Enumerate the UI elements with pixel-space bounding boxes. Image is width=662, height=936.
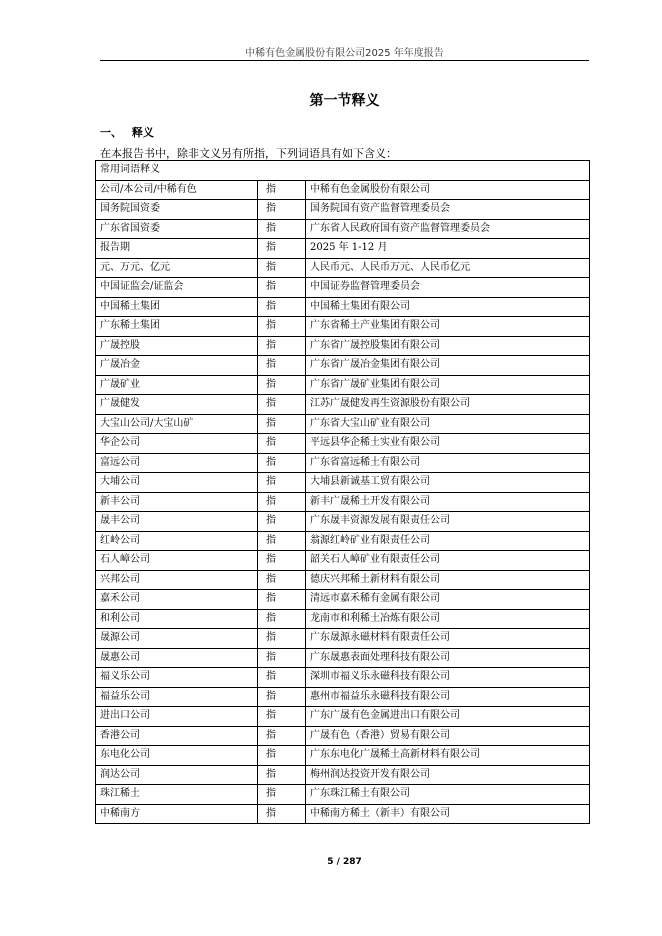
table-header-row: [96, 161, 590, 181]
term-cell: 广晟矿业: [96, 375, 258, 395]
table-row: [96, 726, 590, 746]
pointer-cell: 指: [258, 746, 306, 766]
term-cell: 和利公司: [96, 609, 258, 629]
table-row: [96, 239, 590, 259]
term-cell: 中国稀土集团: [96, 297, 258, 317]
meaning-cell: 广东省稀土产业集团有限公司: [306, 317, 590, 337]
pointer-cell: 指: [258, 395, 306, 415]
table-row: [96, 200, 590, 220]
pointer-cell: 指: [258, 785, 306, 805]
term-cell: 广东稀土集团: [96, 317, 258, 337]
table-row: [96, 551, 590, 571]
term-cell: 兴邦公司: [96, 570, 258, 590]
pointer-cell: 指: [258, 219, 306, 239]
term-cell: 中国证监会/证监会: [96, 278, 258, 298]
table-row: [96, 707, 590, 727]
subheading-number: 一、: [100, 126, 122, 139]
pointer-cell: 指: [258, 375, 306, 395]
table-row: [96, 336, 590, 356]
table-row: [96, 356, 590, 376]
pointer-cell: 指: [258, 200, 306, 220]
table-row: [96, 531, 590, 551]
term-cell: 进出口公司: [96, 707, 258, 727]
term-cell: 香港公司: [96, 726, 258, 746]
table-row: [96, 375, 590, 395]
term-cell: 元、万元、亿元: [96, 258, 258, 278]
pointer-cell: 指: [258, 765, 306, 785]
table-row: [96, 434, 590, 454]
meaning-cell: 中国证券监督管理委员会: [306, 278, 590, 298]
pointer-cell: 指: [258, 629, 306, 649]
table-row: [96, 395, 590, 415]
meaning-cell: 广东珠江稀土有限公司: [306, 785, 590, 805]
term-cell: 福益乐公司: [96, 687, 258, 707]
term-cell: 报告期: [96, 239, 258, 259]
meaning-cell: 人民币元、人民币万元、人民币亿元: [306, 258, 590, 278]
term-cell: 东电化公司: [96, 746, 258, 766]
table-row: [96, 785, 590, 805]
table-row: [96, 297, 590, 317]
term-cell: 晟惠公司: [96, 648, 258, 668]
table-row: [96, 219, 590, 239]
definitions-table-body: [96, 161, 590, 824]
term-cell: 晟源公司: [96, 629, 258, 649]
pointer-cell: 指: [258, 609, 306, 629]
term-cell: 福义乐公司: [96, 668, 258, 688]
term-cell: 华企公司: [96, 434, 258, 454]
table-row: [96, 317, 590, 337]
table-row: [96, 746, 590, 766]
term-cell: 广晟冶金: [96, 356, 258, 376]
table-row: [96, 648, 590, 668]
header-rule: [100, 60, 589, 61]
table-row: [96, 570, 590, 590]
meaning-cell: 中稀有色金属股份有限公司: [306, 180, 590, 200]
section-title: 第一节释义: [309, 93, 380, 109]
meaning-cell: 广晟有色（香港）贸易有限公司: [306, 726, 590, 746]
pointer-cell: 指: [258, 687, 306, 707]
term-cell: 国务院国资委: [96, 200, 258, 220]
meaning-cell: 国务院国有资产监督管理委员会: [306, 200, 590, 220]
meaning-cell: 深圳市福义乐永磁科技有限公司: [306, 668, 590, 688]
term-cell: 大埔公司: [96, 473, 258, 493]
meaning-cell: 梅州润达投资开发有限公司: [306, 765, 590, 785]
meaning-cell: 翁源红岭矿业有限责任公司: [306, 531, 590, 551]
pointer-cell: 指: [258, 648, 306, 668]
meaning-cell: 中稀南方稀土（新丰）有限公司: [306, 804, 590, 824]
pointer-cell: 指: [258, 258, 306, 278]
meaning-cell: 江苏广晟健发再生资源股份有限公司: [306, 395, 590, 415]
table-row: [96, 668, 590, 688]
table-row: [96, 453, 590, 473]
pointer-cell: 指: [258, 570, 306, 590]
meaning-cell: 韶关石人嶂矿业有限责任公司: [306, 551, 590, 571]
pointer-cell: 指: [258, 180, 306, 200]
table-row: [96, 492, 590, 512]
pointer-cell: 指: [258, 297, 306, 317]
table-row: [96, 180, 590, 200]
term-cell: 中稀南方: [96, 804, 258, 824]
table-row: [96, 629, 590, 649]
table-row: [96, 590, 590, 610]
table-row: [96, 512, 590, 532]
table-row: [96, 687, 590, 707]
meaning-cell: 广东省人民政府国有资产监督管理委员会: [306, 219, 590, 239]
meaning-cell: 清远市嘉禾稀有金属有限公司: [306, 590, 590, 610]
meaning-cell: 广东省广晟控股集团有限公司: [306, 336, 590, 356]
pointer-cell: 指: [258, 356, 306, 376]
meaning-cell: 广东东电化广晟稀土高新材料有限公司: [306, 746, 590, 766]
term-cell: 广晟控股: [96, 336, 258, 356]
table-row: [96, 258, 590, 278]
page-number: 5 / 287: [327, 857, 362, 867]
meaning-cell: 大埔县新诚基工贸有限公司: [306, 473, 590, 493]
meaning-cell: 广东省广晟矿业集团有限公司: [306, 375, 590, 395]
subheading-label: 释义: [131, 126, 154, 139]
meaning-cell: 德庆兴邦稀土新材料有限公司: [306, 570, 590, 590]
table-row: [96, 414, 590, 434]
table-row: [96, 804, 590, 824]
term-cell: 珠江稀土: [96, 785, 258, 805]
table-row: [96, 609, 590, 629]
pointer-cell: 指: [258, 531, 306, 551]
pointer-cell: 指: [258, 551, 306, 571]
pointer-cell: 指: [258, 336, 306, 356]
table-row: [96, 473, 590, 493]
meaning-cell: 2025 年 1-12 月: [306, 239, 590, 259]
pointer-cell: 指: [258, 804, 306, 824]
running-header: 中稀有色金属股份有限公司2025 年年度报告: [245, 48, 444, 59]
pointer-cell: 指: [258, 668, 306, 688]
meaning-cell: 广东省富远稀土有限公司: [306, 453, 590, 473]
subheading: [100, 124, 154, 140]
pointer-cell: 指: [258, 453, 306, 473]
meaning-cell: 惠州市福益乐永磁科技有限公司: [306, 687, 590, 707]
meaning-cell: 中国稀土集团有限公司: [306, 297, 590, 317]
pointer-cell: 指: [258, 726, 306, 746]
definitions-table: [95, 160, 590, 824]
pointer-cell: 指: [258, 492, 306, 512]
meaning-cell: 新丰广晟稀土开发有限公司: [306, 492, 590, 512]
term-cell: 新丰公司: [96, 492, 258, 512]
meaning-cell: 广东晟源永磁材料有限责任公司: [306, 629, 590, 649]
term-cell: 红岭公司: [96, 531, 258, 551]
meaning-cell: 龙南市和利稀土冶炼有限公司: [306, 609, 590, 629]
pointer-cell: 指: [258, 239, 306, 259]
pointer-cell: 指: [258, 473, 306, 493]
pointer-cell: 指: [258, 707, 306, 727]
intro-text: 在本报告书中，除非文义另有所指，下列词语具有如下含义：: [100, 147, 397, 160]
pointer-cell: 指: [258, 414, 306, 434]
term-cell: 润达公司: [96, 765, 258, 785]
meaning-cell: 广东晟惠表面处理科技有限公司: [306, 648, 590, 668]
term-cell: 广晟健发: [96, 395, 258, 415]
term-cell: 广东省国资委: [96, 219, 258, 239]
term-cell: 嘉禾公司: [96, 590, 258, 610]
meaning-cell: 广东省大宝山矿业有限公司: [306, 414, 590, 434]
term-cell: 公司/本公司/中稀有色: [96, 180, 258, 200]
pointer-cell: 指: [258, 590, 306, 610]
meaning-cell: 广东省广晟冶金集团有限公司: [306, 356, 590, 376]
pointer-cell: 指: [258, 512, 306, 532]
table-row: [96, 765, 590, 785]
pointer-cell: 指: [258, 434, 306, 454]
pointer-cell: 指: [258, 317, 306, 337]
pointer-cell: 指: [258, 278, 306, 298]
term-cell: 大宝山公司/大宝山矿: [96, 414, 258, 434]
table-header-label: 常用词语释义: [96, 161, 590, 181]
term-cell: 晟丰公司: [96, 512, 258, 532]
meaning-cell: 广东晟丰资源发展有限责任公司: [306, 512, 590, 532]
term-cell: 石人嶂公司: [96, 551, 258, 571]
meaning-cell: 平远县华企稀土实业有限公司: [306, 434, 590, 454]
term-cell: 富远公司: [96, 453, 258, 473]
meaning-cell: 广东广晟有色金属进出口有限公司: [306, 707, 590, 727]
table-row: [96, 278, 590, 298]
